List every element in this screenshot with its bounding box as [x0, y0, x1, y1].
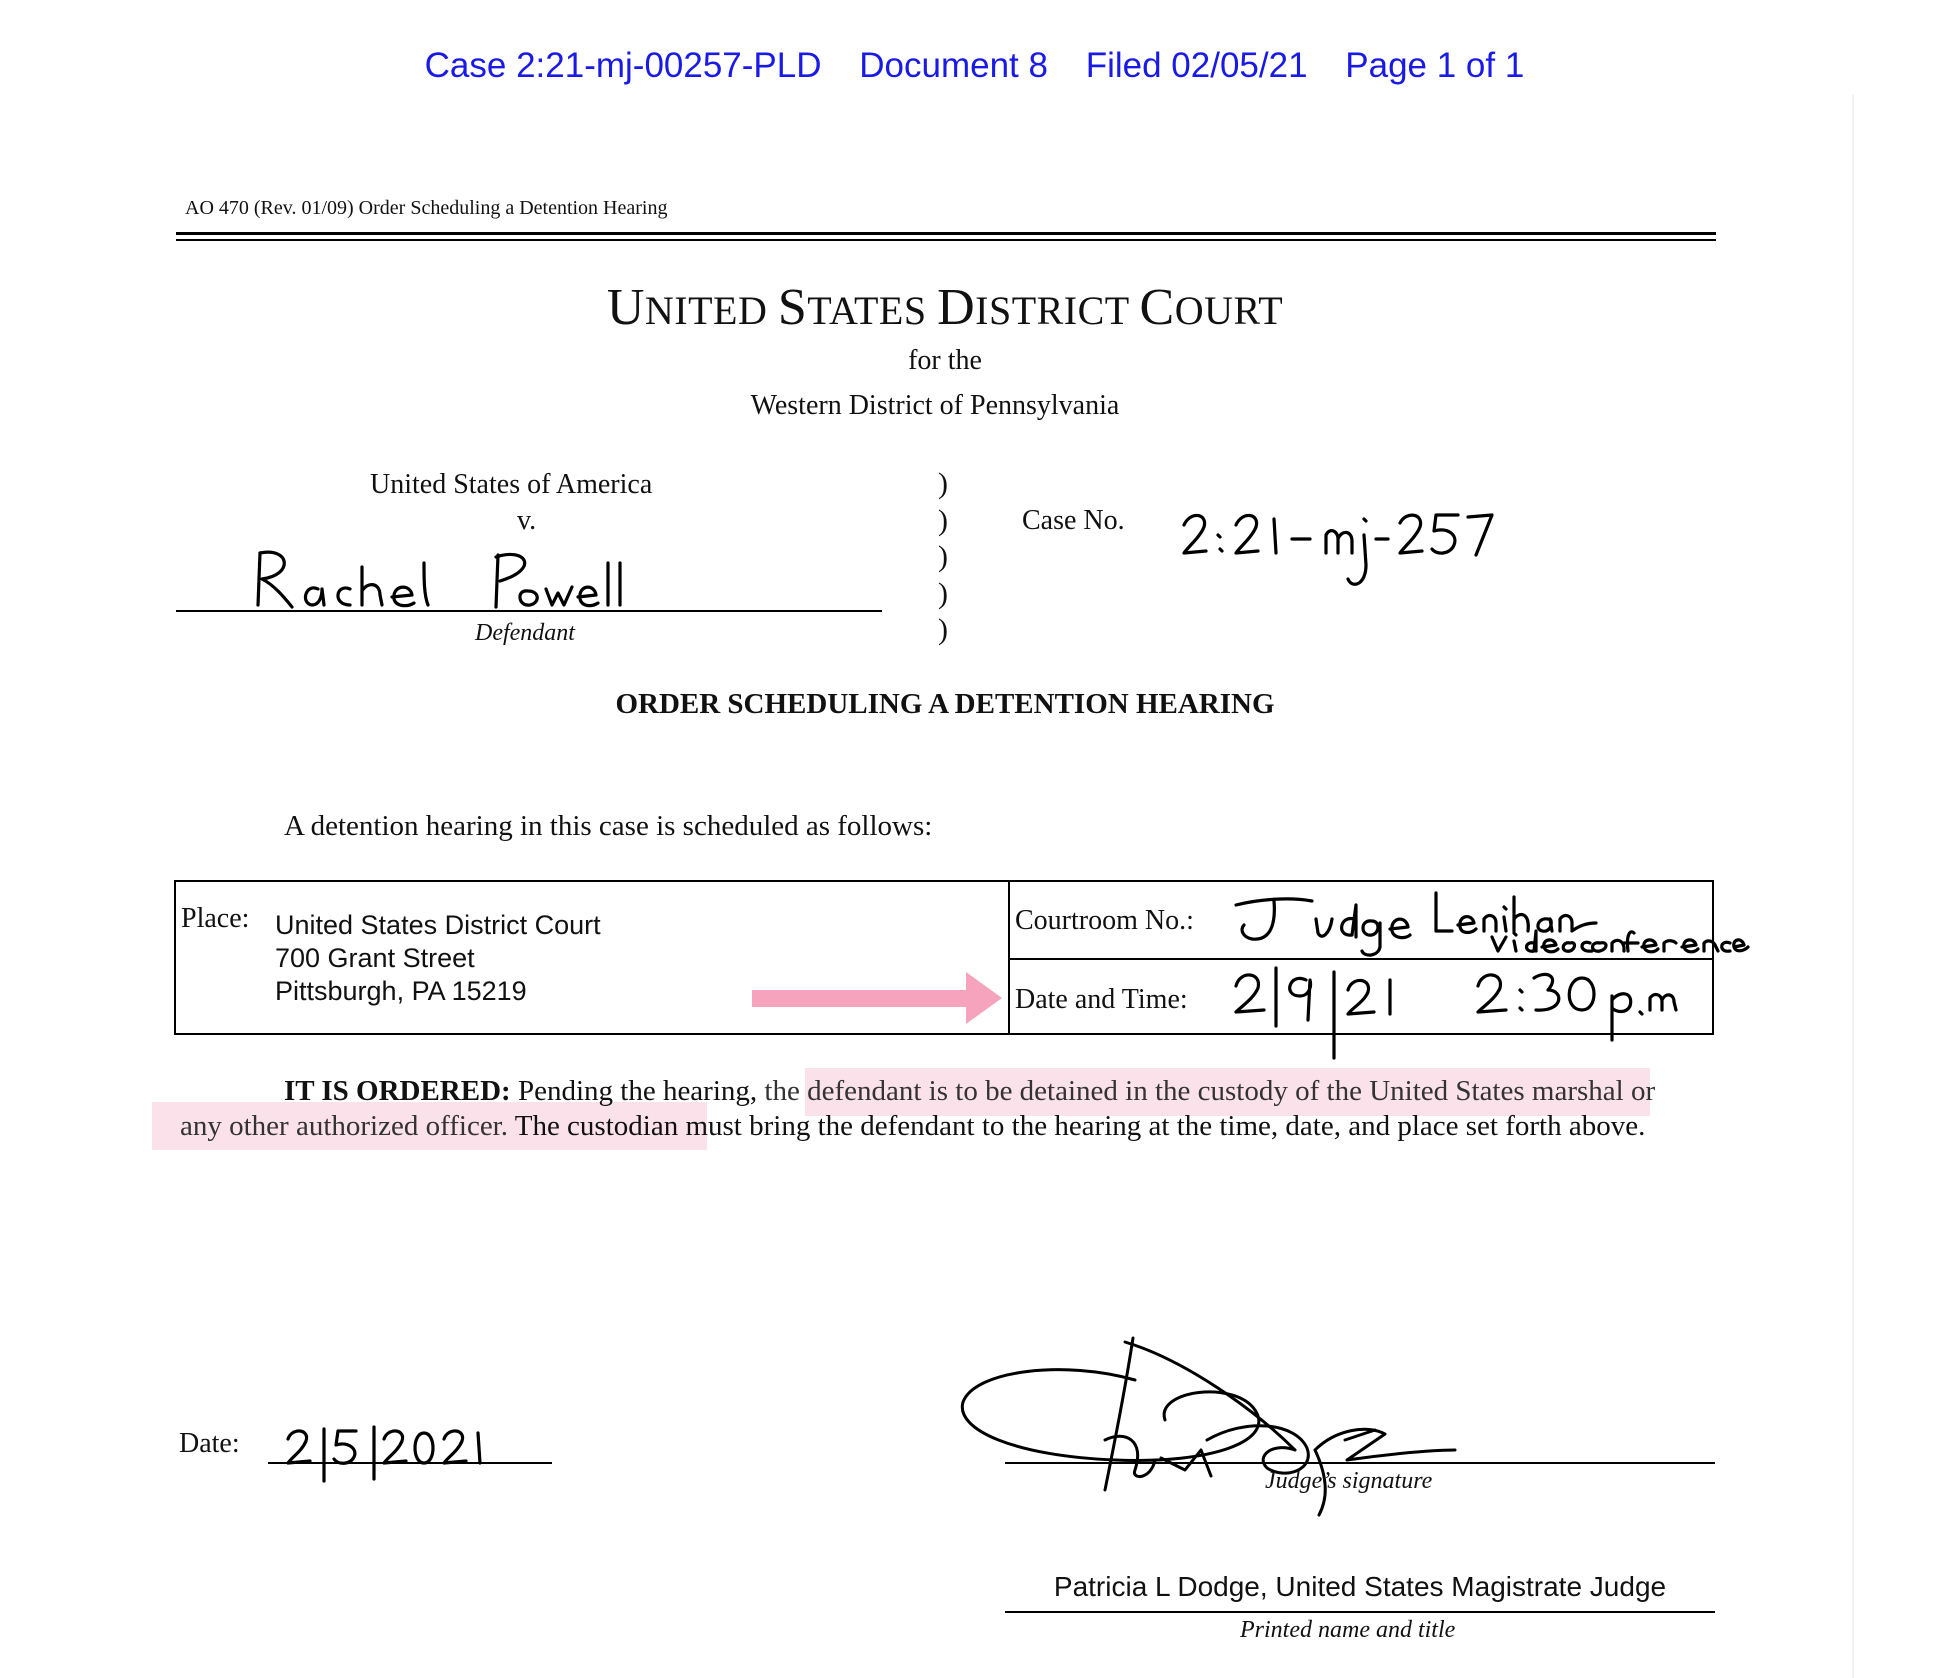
plaintiff-name: United States of America — [370, 469, 653, 500]
case-number-handwritten — [1180, 505, 1520, 615]
intro-text: A detention hearing in this case is scheduled as follows: — [284, 810, 933, 842]
form-identifier: AO 470 (Rev. 01/09) Order Scheduling a Detention Hearing — [185, 197, 668, 219]
date-line — [268, 1462, 552, 1464]
judge-signature — [955, 1330, 1475, 1530]
signature-label: Judge’s signature — [1265, 1468, 1433, 1494]
address-line: United States District Court — [275, 910, 601, 940]
order-title: ORDER SCHEDULING A DETENTION HEARING — [615, 688, 1275, 720]
defendant-line — [176, 610, 882, 612]
date-time-label: Date and Time: — [1015, 984, 1188, 1015]
annotation-arrow-head — [966, 972, 1002, 1024]
header-rule — [176, 232, 1716, 235]
annotation-arrow — [752, 990, 970, 1007]
date-time-handwritten — [1230, 960, 1720, 1070]
ecf-header — [0, 46, 1949, 86]
header-rule-thin — [176, 239, 1716, 241]
courtroom-handwritten — [1230, 885, 1730, 965]
caption-parens: ) ) ) ) ) — [938, 467, 948, 646]
date-handwritten — [284, 1425, 494, 1485]
address-line: 700 Grant Street — [275, 943, 475, 973]
for-the: for the — [908, 345, 982, 376]
header-filed: Filed 02/05/21 — [1085, 46, 1308, 85]
printed-name-label: Printed name and title — [1240, 1617, 1456, 1643]
defendant-label: Defendant — [475, 620, 575, 646]
defendant-name-handwritten — [250, 545, 650, 615]
district-name: Western District of Pennsylvania — [750, 390, 1120, 421]
court-name: UNITED STATES DISTRICT COURT — [606, 279, 1284, 336]
name-line — [1005, 1611, 1715, 1613]
address-line: Pittsburgh, PA 15219 — [275, 976, 527, 1006]
order-lead: IT IS ORDERED: — [284, 1075, 511, 1107]
versus: v. — [517, 505, 537, 536]
date-label: Date: — [179, 1428, 240, 1459]
header-page: Page 1 of 1 — [1345, 46, 1525, 85]
scan-edge — [1852, 95, 1854, 1678]
judge-name: Patricia L Dodge, United States Magistrate Judge — [1053, 1571, 1667, 1602]
signature-line — [1005, 1462, 1715, 1464]
header-case: Case 2:21-mj-00257-PLD — [424, 46, 822, 85]
highlighted-text: the defendant is to be detained in the custody of the United States marshal or any other authorized officer. — [180, 1075, 1656, 1142]
place-label: Place: — [181, 903, 250, 934]
header-document: Document 8 — [859, 46, 1048, 85]
courtroom-label: Courtroom No.: — [1015, 905, 1194, 936]
order-paragraph: IT IS ORDERED: Pending the hearing, the defendant is to be detained in the custody of the United States marshal or any other authorized officer. The custodian must bring the defendant to the hearing at the time, date, and place set forth above. — [180, 1075, 1656, 1142]
case-number-label: Case No. — [1022, 505, 1125, 536]
